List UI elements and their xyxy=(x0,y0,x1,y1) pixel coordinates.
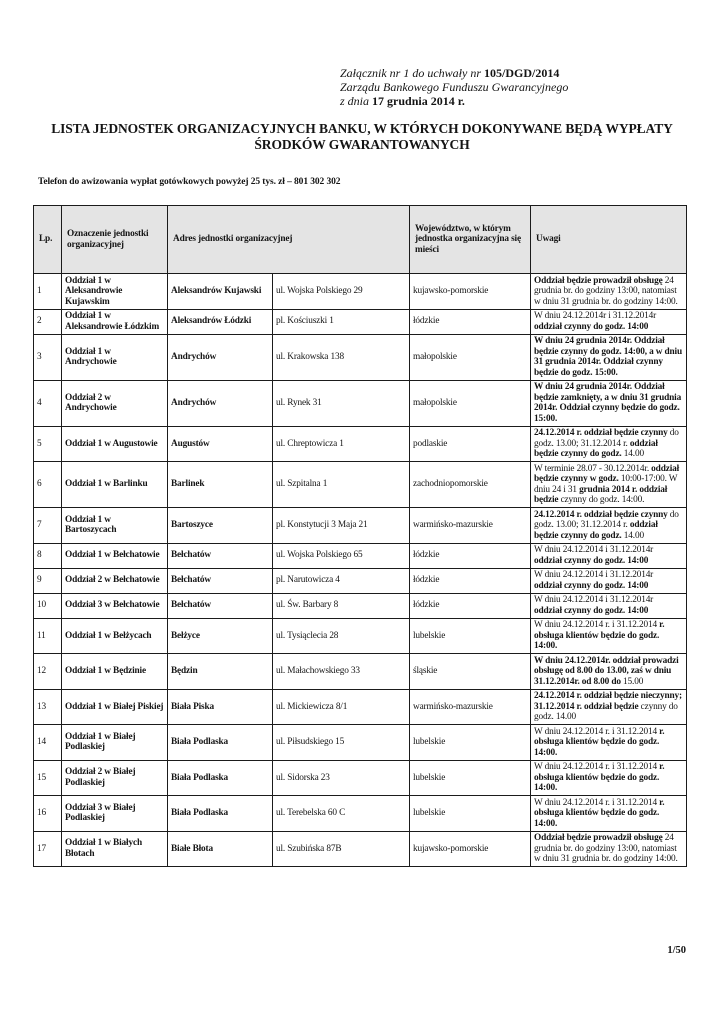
street-cell: ul. Małachowskiego 33 xyxy=(273,654,410,690)
table-row xyxy=(34,593,687,618)
notes-cell xyxy=(531,796,687,832)
notes-segment-bold: 24.12.2014 r. oddział będzie czynny xyxy=(534,509,670,520)
street-cell: pl. Konstytucji 3 Maja 21 xyxy=(273,508,410,544)
notes-cell xyxy=(531,593,687,618)
unit-name-cell: Oddział 2 w Andrychowie xyxy=(62,380,168,426)
notes-segment-bold: grudnia 2014 r. oddział będzie xyxy=(534,484,668,505)
street-cell: ul. Św. Barbary 8 xyxy=(273,593,410,618)
notes-cell xyxy=(531,426,687,462)
city-cell: Barlinek xyxy=(168,462,273,508)
annotation-segment: 105/DGD/2014 xyxy=(484,66,560,80)
street-cell: ul. Tysiąclecia 28 xyxy=(273,618,410,654)
street-cell: ul. Chreptowicza 1 xyxy=(273,426,410,462)
notes-segment-bold: Oddział będzie prowadził obsługę xyxy=(534,275,665,286)
table-row xyxy=(34,426,687,462)
lp-cell: 11 xyxy=(34,618,62,654)
city-cell: Biała Podlaska xyxy=(168,796,273,832)
table-row xyxy=(34,380,687,426)
street-cell: pl. Narutowicza 4 xyxy=(273,568,410,593)
notes-segment: W dniu 24.12.2014 r. i 31.12.2014 xyxy=(534,620,660,630)
unit-name-cell: Oddział 1 w Augustowie xyxy=(62,426,168,462)
lp-cell: 6 xyxy=(34,462,62,508)
notes-segment: 24 grudnia br. do godziny 13:00, natomiast w dniu 31 grudnia br. do godziny 14:00. xyxy=(534,833,678,864)
notes-cell xyxy=(531,508,687,544)
notes-segment: do godz. 13.00; 31.12.2014 r. xyxy=(534,509,679,530)
table-row xyxy=(34,274,687,310)
table-row xyxy=(34,543,687,568)
notes-segment: W dniu 24.12.2014 i 31.12.2014r xyxy=(534,595,654,605)
notes-segment-bold: 24.12.2014 r. oddział będzie nieczynny; 31.12.2014 r. oddział będzie xyxy=(534,691,682,712)
unit-name-cell: Oddział 2 w Białej Podlaskiej xyxy=(62,760,168,796)
notes-segment: W dniu 24.12.2014 i 31.12.2014r xyxy=(534,545,654,555)
table-row xyxy=(34,462,687,508)
city-cell: Biała Podlaska xyxy=(168,760,273,796)
header-address: Adres jednostki organizacyjnej xyxy=(168,206,410,274)
notes-segment-bold: W dniu 24.12.2014r. oddział prowadzi obsługę od 8.00 do 13.00, zaś w dniu 31.12.2014r. od 8.00 do xyxy=(534,655,679,687)
city-cell: Andrychów xyxy=(168,334,273,380)
voivodeship-cell: lubelskie xyxy=(410,796,531,832)
unit-name-cell: Oddział 3 w Białej Podlaskiej xyxy=(62,796,168,832)
notes-cell xyxy=(531,334,687,380)
voivodeship-cell: warmińsko-mazurskie xyxy=(410,689,531,725)
table-row xyxy=(34,334,687,380)
unit-name-cell: Oddział 1 w Białej Piskiej xyxy=(62,689,168,725)
unit-name-cell: Oddział 1 w Barlinku xyxy=(62,462,168,508)
unit-name-cell: Oddział 1 w Bełżycach xyxy=(62,618,168,654)
header-unit: Oznaczenie jednostki organizacyjnej xyxy=(62,206,168,274)
units-table xyxy=(33,205,687,867)
lp-cell: 4 xyxy=(34,380,62,426)
lp-cell: 7 xyxy=(34,508,62,544)
street-cell: ul. Sidorska 23 xyxy=(273,760,410,796)
table-row xyxy=(34,689,687,725)
notes-segment-bold: 24.12.2014 r. oddział będzie czynny xyxy=(534,428,670,438)
unit-name-cell: Oddział 1 w Będzinie xyxy=(62,654,168,690)
header-lp: Lp. xyxy=(34,206,62,274)
table-row xyxy=(34,831,687,867)
city-cell: Aleksandrów Kujawski xyxy=(168,274,273,310)
street-cell: ul. Rynek 31 xyxy=(273,380,410,426)
annotation-segment: 17 grudnia 2014 r. xyxy=(372,94,465,108)
city-cell: Andrychów xyxy=(168,380,273,426)
notes-segment: 24 grudnia br. do godziny 13:00, natomiast w dniu 31 grudnia br. do godziny 14:00. xyxy=(534,275,678,307)
notes-segment: W dniu 24.12.2014 r. i 31.12.2014 xyxy=(534,797,660,808)
annotation-segment: Załącznik nr 1 do uchwały nr xyxy=(340,66,484,80)
table-row xyxy=(34,796,687,832)
table-row xyxy=(34,309,687,334)
city-cell: Biała Podlaska xyxy=(168,725,273,761)
unit-name-cell: Oddział 2 w Bełchatowie xyxy=(62,568,168,593)
notes-cell xyxy=(531,654,687,690)
city-cell: Będzin xyxy=(168,654,273,690)
notes-segment-bold: r. obsługa klientów będzie do godz. 14:00. xyxy=(534,726,665,758)
notes-segment-bold: oddział będzie czynny do godz. xyxy=(534,438,658,459)
notes-segment: W dniu 24.12.2014 i 31.12.2014r xyxy=(534,570,654,580)
notes-segment: W dniu 24.12.2014r i 31.12.2014r xyxy=(534,311,657,321)
table-header-row xyxy=(34,206,687,274)
annotation-line xyxy=(340,66,568,80)
annotation-line xyxy=(340,80,568,94)
city-cell: Aleksandrów Łódzki xyxy=(168,309,273,334)
notes-segment-bold: W dniu 24 grudnia 2014r. Oddział będzie czynny do godz. 14:00, a w dniu 31 grudnia 2014r. Oddział czynny będzie do godz. 15:00. xyxy=(534,336,682,378)
lp-cell: 5 xyxy=(34,426,62,462)
notes-cell xyxy=(531,689,687,725)
notes-cell xyxy=(531,462,687,508)
city-cell: Augustów xyxy=(168,426,273,462)
unit-name-cell: Oddział 1 w Aleksandrowie Łódzkim xyxy=(62,309,168,334)
voivodeship-cell: małopolskie xyxy=(410,380,531,426)
lp-cell: 13 xyxy=(34,689,62,725)
voivodeship-cell: lubelskie xyxy=(410,725,531,761)
lp-cell: 8 xyxy=(34,543,62,568)
page-number: 1/50 xyxy=(667,945,686,956)
city-cell: Biała Piska xyxy=(168,689,273,725)
notes-cell xyxy=(531,618,687,654)
unit-name-cell: Oddział 1 w Bartoszycach xyxy=(62,508,168,544)
notes-segment: do godz. 13.00; 31.12.2014 r. xyxy=(534,428,679,449)
notes-segment: czynny do godz. 14:00. xyxy=(560,495,645,505)
notes-segment-bold: oddział będzie czynny do godz. xyxy=(534,520,658,541)
voivodeship-cell: kujawsko-pomorskie xyxy=(410,274,531,310)
voivodeship-cell: łódzkie xyxy=(410,309,531,334)
city-cell: Bełchatów xyxy=(168,543,273,568)
notes-cell xyxy=(531,274,687,310)
annotation-segment: z dnia xyxy=(340,94,373,108)
lp-cell: 15 xyxy=(34,760,62,796)
lp-cell: 12 xyxy=(34,654,62,690)
unit-name-cell: Oddział 3 w Bełchatowie xyxy=(62,593,168,618)
unit-name-cell: Oddział 1 w Aleksandrowie Kujawskim xyxy=(62,274,168,310)
notes-cell xyxy=(531,309,687,334)
notes-segment-bold: r. obsługa klientów będzie do godz. 14:00. xyxy=(534,620,665,651)
lp-cell: 17 xyxy=(34,831,62,867)
city-cell: Białe Błota xyxy=(168,831,273,867)
city-cell: Bełżyce xyxy=(168,618,273,654)
lp-cell: 9 xyxy=(34,568,62,593)
unit-name-cell: Oddział 1 w Andrychowie xyxy=(62,334,168,380)
street-cell: pl. Kościuszki 1 xyxy=(273,309,410,334)
notes-segment: 14.00 xyxy=(623,449,644,459)
unit-name-cell: Oddział 1 w Białej Podlaskiej xyxy=(62,725,168,761)
notes-cell xyxy=(531,760,687,796)
notes-cell xyxy=(531,568,687,593)
notes-segment-bold: r. obsługa klientów będzie do godz. 14:00. xyxy=(534,797,665,829)
notes-segment-bold: W dniu 24 grudnia 2014r. Oddział będzie zamknięty, a w dniu 31 grudnia 2014r. Oddział czynny będzie do godz. 15:00. xyxy=(534,382,682,424)
voivodeship-cell: zachodniopomorskie xyxy=(410,462,531,508)
voivodeship-cell: łódzkie xyxy=(410,543,531,568)
notes-segment: 14.00 xyxy=(623,530,644,541)
street-cell: ul. Szubińska 87B xyxy=(273,831,410,867)
table-row xyxy=(34,508,687,544)
notes-segment: W dniu 24.12.2014 r. i 31.12.2014 xyxy=(534,726,660,737)
voivodeship-cell: warmińsko-mazurskie xyxy=(410,508,531,544)
table-row xyxy=(34,618,687,654)
notes-segment: 10:00-17:00. W dniu 24 i 31 xyxy=(534,474,678,495)
voivodeship-cell: łódzkie xyxy=(410,568,531,593)
table-row xyxy=(34,654,687,690)
notes-segment-bold: oddział będzie czynny w godz. xyxy=(534,463,680,484)
annotation-block xyxy=(340,66,568,108)
table-row xyxy=(34,568,687,593)
header-voivodeship: Województwo, w którym jednostka organizacyjna się mieści xyxy=(410,206,531,274)
notes-cell xyxy=(531,543,687,568)
voivodeship-cell: śląskie xyxy=(410,654,531,690)
street-cell: ul. Terebelska 60 C xyxy=(273,796,410,832)
city-cell: Bełchatów xyxy=(168,568,273,593)
notes-segment-bold: r. obsługa klientów będzie do godz. 14:00. xyxy=(534,762,665,793)
unit-name-cell: Oddział 1 w Bełchatowie xyxy=(62,543,168,568)
table-row xyxy=(34,760,687,796)
header-notes: Uwagi xyxy=(531,206,687,274)
city-cell: Bełchatów xyxy=(168,593,273,618)
annotation-line xyxy=(340,94,568,108)
notes-segment-bold: oddział czynny do godz. 14:00 xyxy=(534,580,649,591)
lp-cell: 3 xyxy=(34,334,62,380)
street-cell: ul. Szpitalna 1 xyxy=(273,462,410,508)
notes-cell xyxy=(531,725,687,761)
street-cell: ul. Wojska Polskiego 65 xyxy=(273,543,410,568)
street-cell: ul. Mickiewicza 8/1 xyxy=(273,689,410,725)
unit-name-cell: Oddział 1 w Białych Błotach xyxy=(62,831,168,867)
voivodeship-cell: łódzkie xyxy=(410,593,531,618)
notes-cell xyxy=(531,380,687,426)
lp-cell: 1 xyxy=(34,274,62,310)
notes-segment-bold: Oddział będzie prowadził obsługę xyxy=(534,833,665,843)
voivodeship-cell: lubelskie xyxy=(410,618,531,654)
notes-segment: 15.00 xyxy=(623,676,644,687)
voivodeship-cell: małopolskie xyxy=(410,334,531,380)
street-cell: ul. Krakowska 138 xyxy=(273,334,410,380)
voivodeship-cell: podlaskie xyxy=(410,426,531,462)
notes-segment: W dniu 24.12.2014 r. i 31.12.2014 xyxy=(534,762,660,772)
notes-segment: czynny do godz. 14.00 xyxy=(534,701,678,722)
notes-segment-bold: oddział czynny do godz. 14:00 xyxy=(534,321,649,332)
lp-cell: 2 xyxy=(34,309,62,334)
notes-segment-bold: oddział czynny do godz. 14:00 xyxy=(534,555,649,566)
city-cell: Bartoszyce xyxy=(168,508,273,544)
street-cell: ul. Wojska Polskiego 29 xyxy=(273,274,410,310)
voivodeship-cell: lubelskie xyxy=(410,760,531,796)
lp-cell: 14 xyxy=(34,725,62,761)
lp-cell: 16 xyxy=(34,796,62,832)
voivodeship-cell: kujawsko-pomorskie xyxy=(410,831,531,867)
notes-segment: W terminie 28.07 - 30.12.2014r. xyxy=(534,463,652,474)
street-cell: ul. Piłsudskiego 15 xyxy=(273,725,410,761)
notes-segment-bold: oddział czynny do godz. 14:00 xyxy=(534,605,649,616)
notes-cell xyxy=(531,831,687,867)
annotation-segment: Zarządu Bankowego Funduszu Gwarancyjnego xyxy=(340,80,569,94)
phone-note: Telefon do awizowania wypłat gotówkowych powyżej 25 tys. zł – 801 302 302 xyxy=(38,177,341,187)
lp-cell: 10 xyxy=(34,593,62,618)
table-row xyxy=(34,725,687,761)
document-title: LISTA JEDNOSTEK ORGANIZACYJNYCH BANKU, W KTÓRYCH DOKONYWANE BĘDĄ WYPŁATY ŚRODKÓW GWARANTOWANYCH xyxy=(51,121,673,152)
